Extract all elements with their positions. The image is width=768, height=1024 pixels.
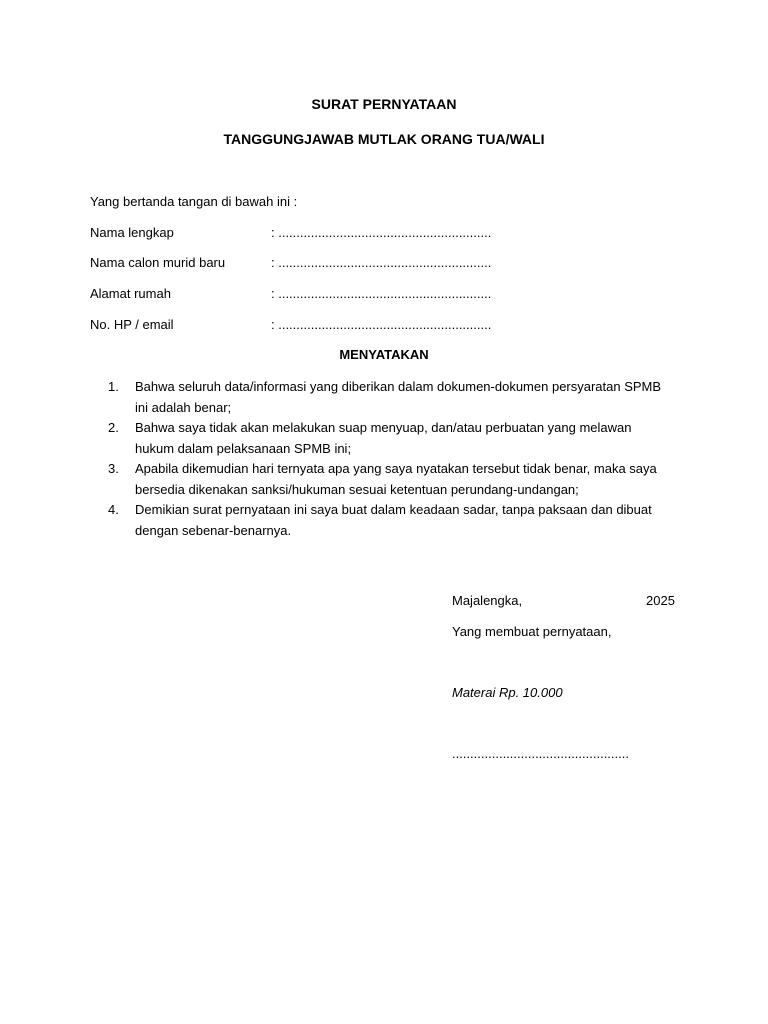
statement-number: 3. [108,461,119,476]
field-label: No. HP / email [90,317,174,332]
statement-text: Demikian surat pernyataan ini saya buat dalam keadaan sadar, tanpa paksaan dan dibuat dengan sebenar-benarnya. [135,502,652,538]
field-blank: : ........................................................... [271,255,492,270]
signature-place: Majalengka, [452,593,523,608]
field-label: Nama lengkap [90,225,174,240]
field-blank: : ........................................................... [271,286,492,301]
signature-maker-label: Yang membuat pernyataan, [452,624,612,639]
statement-list [108,377,668,541]
field-blank: : ........................................................... [271,225,492,240]
document-subtitle: TANGGUNGJAWAB MUTLAK ORANG TUA/WALI [223,131,545,147]
signature-line: ................................................. [452,746,629,761]
signature-year: 2025 [646,593,675,608]
statement-item [108,418,668,459]
document-title: SURAT PERNYATAAN [311,96,457,112]
field-label: Nama calon murid baru [90,255,226,270]
statement-text: Bahwa seluruh data/informasi yang diberikan dalam dokumen-dokumen persyaratan SPMB ini adalah benar; [135,379,662,415]
statement-number: 4. [108,502,119,517]
statement-number: 1. [108,379,119,394]
statement-number: 2. [108,420,119,435]
declaration-heading: MENYATAKAN [339,347,429,362]
field-blank: : ........................................................... [271,317,492,332]
statement-item [108,459,668,500]
statement-item [108,377,668,418]
statement-text: Bahwa saya tidak akan melakukan suap menyuap, dan/atau perbuatan yang melawan hukum dalam pelaksanaan SPMB ini; [135,420,632,456]
field-label: Alamat rumah [90,286,171,301]
stamp-duty-note: Materai Rp. 10.000 [452,685,563,700]
statement-text: Apabila dikemudian hari ternyata apa yang saya nyatakan tersebut tidak benar, maka saya bersedia dikenakan sanksi/hukuman sesuai ketentuan perundang-undangan; [135,461,657,497]
statement-item [108,500,668,541]
intro-text: Yang bertanda tangan di bawah ini : [90,194,298,209]
